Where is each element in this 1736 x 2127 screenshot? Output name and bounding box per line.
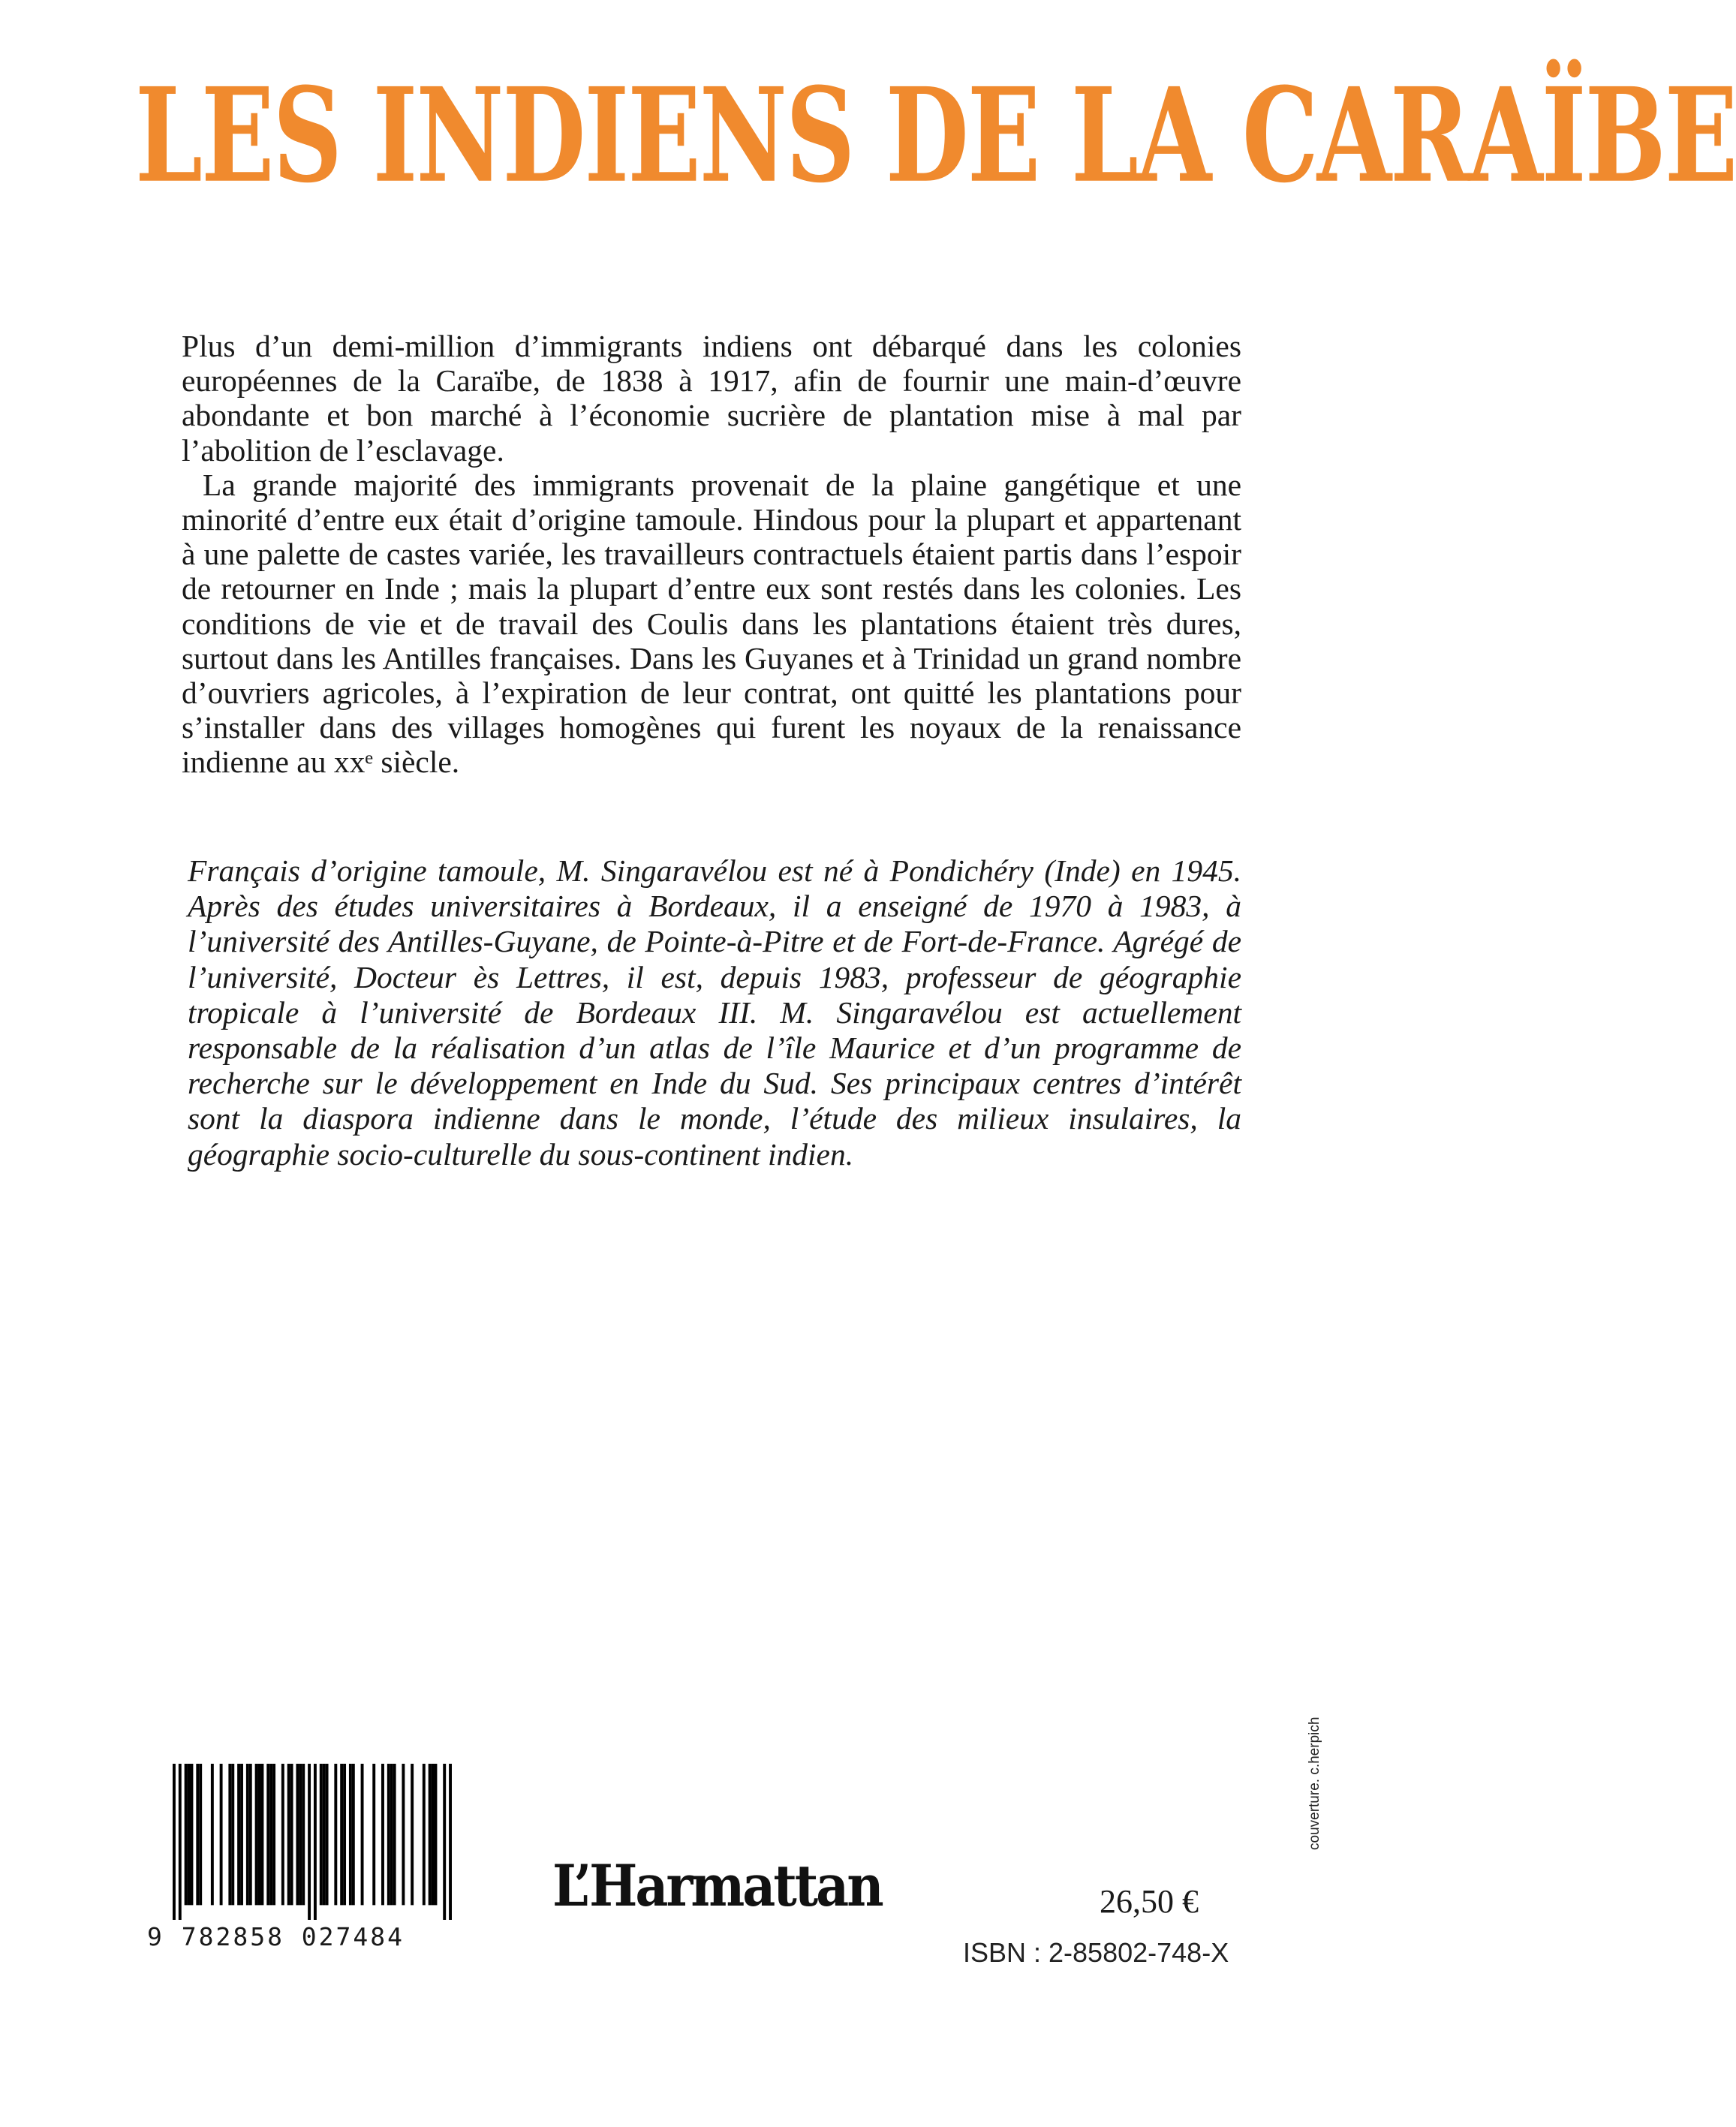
barcode-bar: [308, 1764, 311, 1920]
barcode-bar: [228, 1764, 231, 1905]
barcode-bar: [185, 1764, 188, 1905]
barcode-bar: [255, 1764, 258, 1905]
barcode-bar: [402, 1764, 405, 1905]
barcode-bar: [372, 1764, 375, 1905]
barcode-bar: [326, 1764, 329, 1905]
barcode-bar: [290, 1764, 293, 1905]
summary-paragraph-2: La grande majorité des immigrants provenait de la plaine gangétique et une minorité d’entre eux était d’origine tamoule. Hindous pour la plupart et appartenant à une palette de castes variée, les travailleurs contractuels étaient partis dans l’espoir de retourner en Inde ; mais la plupart d’entre eux sont restés dans les colonies. Les conditions de vie et de travail des Coulis dans les plantations étaient très dures, surtout dans les Antilles françaises. Dans les Guyanes et à Trinidad un grand nombre d’ouvriers agricoles, à l’expiration de leur contrat, ont quitté les plantations pour s’installer dans des villages homogènes qui furent les noyaux de la renaissance indienne au xxᵉ siècle.: [182, 467, 1241, 780]
barcode-bar: [411, 1764, 414, 1905]
cover-credit: couverture. c.herpich: [1307, 1716, 1322, 1850]
barcode-bar: [287, 1764, 290, 1905]
author-bio: [188, 853, 1241, 1172]
barcode-bar: [220, 1764, 223, 1905]
barcode-bar: [314, 1764, 317, 1920]
barcode: [147, 1764, 453, 1951]
barcode-bar: [299, 1764, 302, 1905]
barcode-bar: [443, 1764, 446, 1920]
barcode-bar: [211, 1764, 214, 1905]
barcode-bar: [231, 1764, 234, 1905]
barcode-bar: [246, 1764, 249, 1905]
barcode-bar: [390, 1764, 393, 1905]
barcode-bar: [323, 1764, 326, 1905]
barcode-bar: [387, 1764, 390, 1905]
barcode-bar: [179, 1764, 182, 1920]
barcode-bar: [340, 1764, 343, 1905]
book-title: LES INDIENS DE LA CARAÏBE: [135, 60, 1736, 212]
barcode-bar: [423, 1764, 426, 1905]
barcode-bar: [352, 1764, 355, 1905]
barcode-bar: [188, 1764, 191, 1905]
summary-text: [182, 329, 1241, 780]
barcode-bar: [334, 1764, 337, 1905]
barcode-bar: [173, 1764, 176, 1920]
barcode-bars: [173, 1764, 452, 1920]
barcode-number: 9 782858 027484: [147, 1922, 405, 1951]
summary-paragraph-1: Plus d’un demi-million d’immigrants indiens ont débarqué dans les colonies européennes de la Caraïbe, de 1838 à 1917, afin de fournir une main-d’œuvre abondante et bon marché à l’économie sucrière de plantation mise à mal par l’abolition de l’esclavage.: [182, 329, 1241, 468]
barcode-bar: [272, 1764, 275, 1905]
barcode-bar: [381, 1764, 384, 1905]
author-bio-text: Français d’origine tamoule, M. Singaravélou est né à Pondichéry (Inde) en 1945. Après des études universitaires à Bordeaux, il a enseigné de 1970 à 1983, à l’université des Antilles-Guyane, de Pointe-à-Pitre et de Fort-de-France. Agrégé de l’université, Docteur ès Lettres, il est, depuis 1983, professeur de géographie tropicale à l’université de Bordeaux III. M. Singaravélou est actuellement responsable de la réalisation d’un atlas de l’île Maurice et d’un programme de recherche sur le développement en Inde du Sud. Ses principaux centres d’intérêt sont la diaspora indienne dans le monde, l’étude des milieux insulaires, la géographie socio-culturelle du sous-continent indien.: [188, 853, 1241, 1172]
barcode-bar: [266, 1764, 269, 1905]
barcode-bar: [429, 1764, 432, 1905]
barcode-bar: [361, 1764, 364, 1905]
barcode-bar: [190, 1764, 193, 1905]
barcode-bar: [449, 1764, 452, 1920]
barcode-bar: [199, 1764, 202, 1905]
publisher-logo: L’Harmattan: [552, 1852, 882, 1920]
barcode-bar: [237, 1764, 240, 1905]
isbn: ISBN : 2-85802-748-X: [963, 1937, 1229, 1968]
barcode-bar: [393, 1764, 396, 1905]
price: 26,50 €: [1100, 1883, 1199, 1920]
barcode-bar: [269, 1764, 272, 1905]
barcode-bar: [343, 1764, 346, 1905]
barcode-bar: [320, 1764, 323, 1905]
barcode-bar: [302, 1764, 305, 1905]
barcode-bar: [349, 1764, 352, 1905]
barcode-bar: [435, 1764, 438, 1905]
barcode-bar: [249, 1764, 252, 1905]
barcode-bar: [258, 1764, 261, 1905]
barcode-bar: [196, 1764, 199, 1905]
barcode-bar: [260, 1764, 263, 1905]
barcode-bar: [240, 1764, 243, 1905]
barcode-bar: [296, 1764, 299, 1905]
barcode-bar: [281, 1764, 284, 1905]
barcode-bar: [432, 1764, 435, 1905]
